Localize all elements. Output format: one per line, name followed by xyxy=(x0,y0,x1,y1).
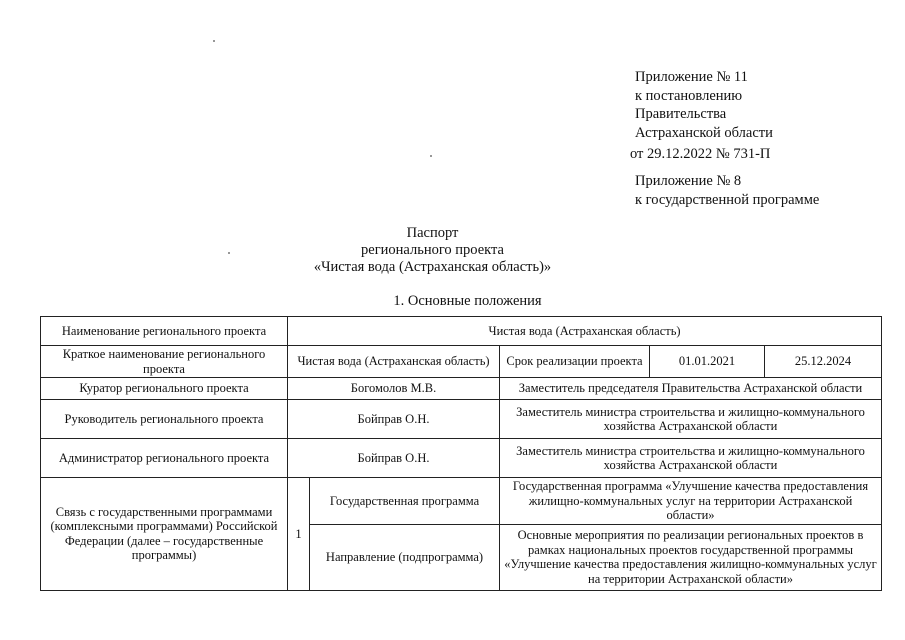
short-name-label-cell: Краткое наименование регионального проекта xyxy=(41,346,288,378)
scan-speck xyxy=(228,252,230,254)
curator-name-cell: Богомолов М.В. xyxy=(288,378,500,400)
head-name-cell: Бойправ О.Н. xyxy=(288,400,500,439)
table-row xyxy=(41,478,882,525)
section-heading: 1. Основные положения xyxy=(393,293,542,309)
attachment-line: Астраханской области xyxy=(635,124,773,141)
attachment-11-block xyxy=(635,68,773,142)
title-line: Паспорт xyxy=(406,225,459,241)
admin-position-cell: Заместитель министра строительства и жилищно-коммунального хозяйства Астраханской области xyxy=(500,439,882,478)
attachment-line: Правительства xyxy=(635,106,727,122)
title-line: «Чистая вода (Астраханская область)» xyxy=(313,259,552,275)
title-line: регионального проекта xyxy=(361,242,504,258)
scan-speck xyxy=(430,155,432,157)
link-label-cell: Связь с государственными программами (комплексными программами) Российской Федерации (далее – государственные программы) xyxy=(41,478,288,591)
table-row xyxy=(41,378,882,400)
name-value-cell: Чистая вода (Астраханская область) xyxy=(288,317,882,346)
document-title xyxy=(0,225,885,276)
direction-label-cell: Направление (подпрограмма) xyxy=(310,524,500,590)
scan-speck xyxy=(213,40,215,42)
direction-value-cell: Основные мероприятия по реализации региональных проектов в рамках национальных проектов государственной программы «Улучшение качества предоставления жилищно-коммунальных услуг на территории Астраханской области» xyxy=(500,524,882,590)
attachment-line: к постановлению xyxy=(635,87,743,104)
name-label-cell: Наименование регионального проекта xyxy=(41,317,288,346)
project-passport-table xyxy=(40,316,882,591)
term-label-cell: Срок реализации проекта xyxy=(500,346,650,378)
table-row xyxy=(41,346,882,378)
attachment-8-block xyxy=(635,172,819,209)
table-row xyxy=(41,400,882,439)
table-row xyxy=(41,317,882,346)
attachment-line: Приложение № 11 xyxy=(635,69,748,85)
head-position-cell: Заместитель министра строительства и жилищно-коммунального хозяйства Астраханской области xyxy=(500,400,882,439)
attachment-line: Приложение № 8 xyxy=(635,173,742,189)
term-end-cell: 25.12.2024 xyxy=(765,346,882,378)
curator-label-cell: Куратор регионального проекта xyxy=(41,378,288,400)
link-number-cell: 1 xyxy=(288,478,310,591)
table-row xyxy=(41,439,882,478)
term-start-cell: 01.01.2021 xyxy=(650,346,765,378)
decree-date-number: от 29.12.2022 № 731-П xyxy=(630,146,771,162)
short-name-value-cell: Чистая вода (Астраханская область) xyxy=(288,346,500,378)
attachment-line: к государственной программе xyxy=(635,191,820,208)
head-label-cell: Руководитель регионального проекта xyxy=(41,400,288,439)
curator-position-cell: Заместитель председателя Правительства Астраханской области xyxy=(500,378,882,400)
admin-name-cell: Бойправ О.Н. xyxy=(288,439,500,478)
admin-label-cell: Администратор регионального проекта xyxy=(41,439,288,478)
program-label-cell: Государственная программа xyxy=(310,478,500,525)
program-value-cell: Государственная программа «Улучшение качества предоставления жилищно-коммунальных услуг на территории Астраханской области» xyxy=(500,478,882,525)
